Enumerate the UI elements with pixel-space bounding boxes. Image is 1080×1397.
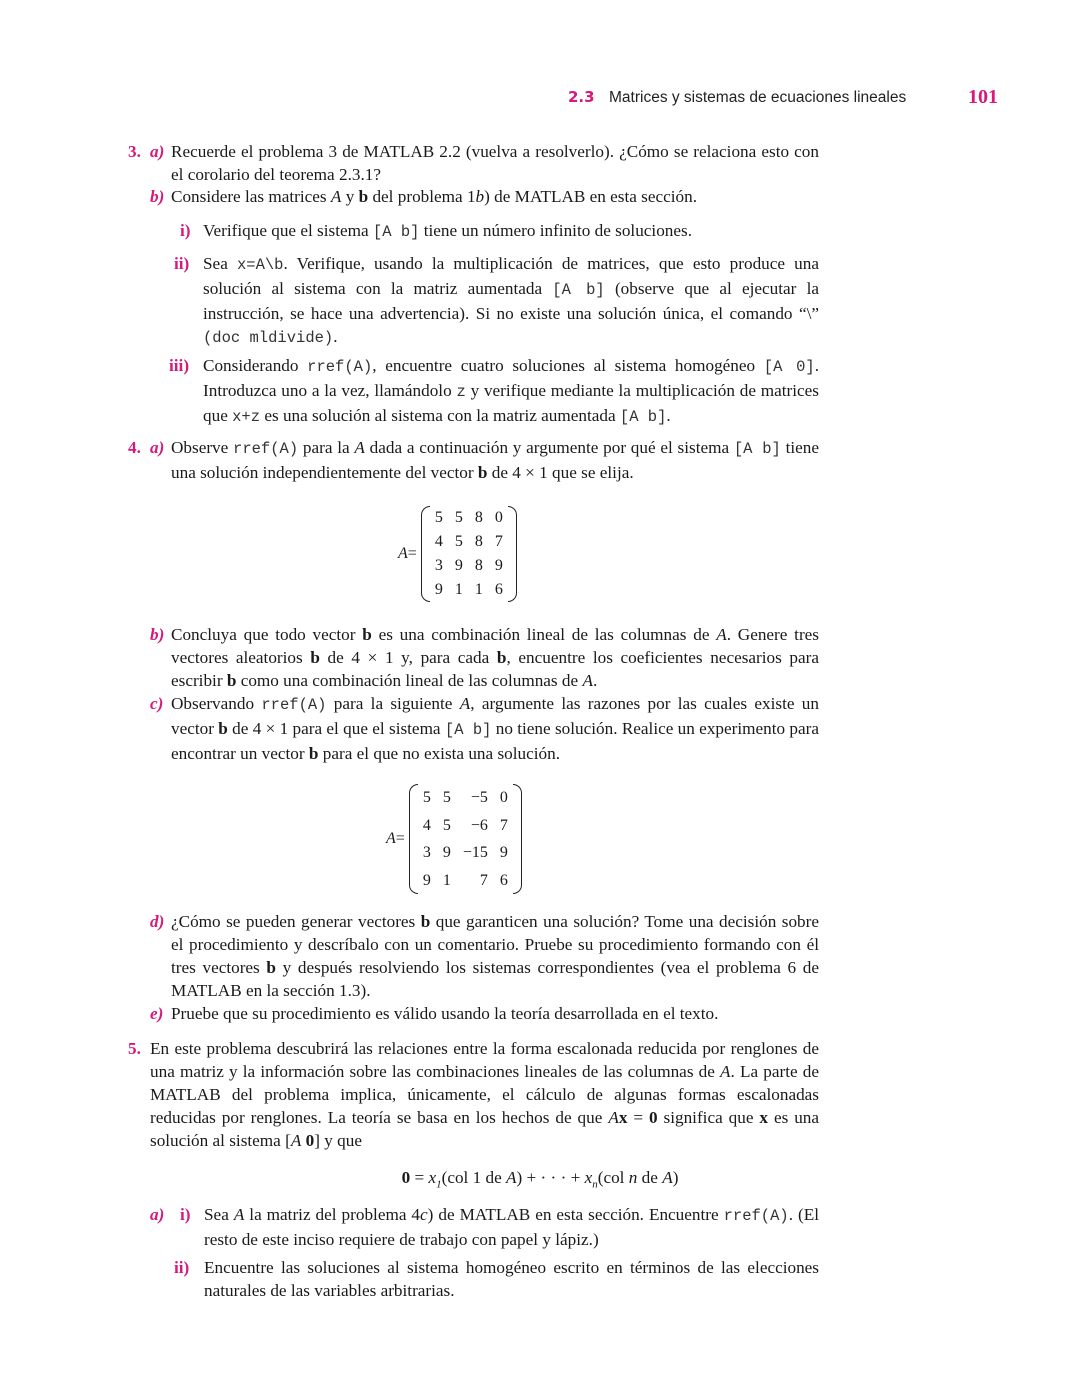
- subscript-run: n: [592, 1178, 598, 1191]
- bold-run: 0: [648, 1108, 658, 1127]
- bold-run: b: [358, 187, 369, 206]
- code-run: [A 0]: [763, 358, 815, 376]
- text-run: de 4 × 1 que se elija.: [487, 463, 634, 482]
- matrix-row: [429, 554, 509, 578]
- matrix-entry: 9: [434, 581, 443, 598]
- text-run: es una solución al sistema con la matriz aumentada: [260, 406, 620, 425]
- matrix-entry: 8: [474, 509, 483, 526]
- matrix-lhs: A=: [386, 830, 405, 848]
- matrix-entry: 6: [499, 871, 508, 889]
- italic-run: A: [233, 1205, 245, 1224]
- subscript-run: 1: [436, 1178, 442, 1191]
- item-a-label: a): [150, 142, 165, 161]
- item-e-label: e): [150, 1004, 164, 1023]
- text-run: Verifique que el sistema: [203, 221, 373, 240]
- matrix-row: [429, 506, 509, 530]
- text-run: ) + · · · +: [516, 1168, 585, 1187]
- text-run: =: [627, 1108, 649, 1127]
- subitem-i-label: i): [180, 221, 191, 240]
- text-run: Recuerde el problema 3 de MATLAB 2.2 (vuelva a resolverlo). ¿Cómo se relaciona esto con el corolario del teorema 2.3.1?: [171, 142, 819, 184]
- text-run: , encuentre cuatro soluciones al sistema homogéneo: [372, 356, 764, 375]
- text-run: de: [637, 1168, 663, 1187]
- code-run: [A b]: [733, 440, 781, 458]
- subitem-iii-label: iii): [169, 356, 190, 375]
- bold-run: 0: [401, 1168, 411, 1187]
- matrix-entry: 9: [499, 844, 508, 861]
- text-run: ) de MATLAB en esta sección. Encuentre: [427, 1205, 724, 1224]
- text-run: la matriz del problema 4: [244, 1205, 421, 1224]
- matrix-entry: 5: [422, 789, 431, 806]
- matrix-entry: 9: [442, 844, 451, 861]
- matrix-lhs: A=: [398, 545, 417, 562]
- problem-5-intro: [150, 1037, 819, 1152]
- text-run: Observe: [171, 438, 234, 457]
- bold-run: b: [420, 912, 431, 931]
- text-run: dada a continuación y argumente por qué el sistema: [364, 438, 734, 457]
- text-run: Sea: [203, 254, 237, 273]
- italic-run: A: [662, 1168, 673, 1187]
- text-run: . La parte de MATLAB del problema implica, únicamente, el cálculo de algunas formas escalonadas reducidas por renglones. La teoría se basa en los hechos de que: [150, 1062, 820, 1127]
- matrix-entry: 3: [422, 844, 431, 861]
- code-run: [A b]: [444, 721, 492, 739]
- text-run: , argumente las razones por las cuales existe un vector: [171, 694, 819, 738]
- matrix-entry: 0: [494, 509, 503, 526]
- matrix-entry: −5: [470, 789, 488, 806]
- matrix-entry: 5: [442, 789, 451, 806]
- text-run: Observando: [171, 694, 262, 713]
- item-a-label: a): [150, 1205, 165, 1224]
- matrix-entry: 0: [499, 789, 508, 806]
- text-run: de 4 × 1 y, para cada: [319, 648, 497, 667]
- text-run: como una combinación lineal de las columnas de: [236, 671, 583, 690]
- item-b-label: b): [150, 625, 165, 644]
- problem-4d-text: [171, 910, 819, 1002]
- matrix-entry: 8: [474, 533, 483, 550]
- code-run: rref(A): [233, 440, 299, 458]
- matrix-entry: 5: [434, 509, 443, 526]
- text-run: .: [592, 671, 598, 690]
- italic-run: A: [459, 694, 471, 713]
- bold-run: b: [496, 648, 507, 667]
- matrix-entry: 7: [499, 816, 508, 834]
- code-run: rref(A): [307, 358, 373, 376]
- text-run: =: [410, 1168, 429, 1187]
- text-run: Considere las matrices: [171, 187, 331, 206]
- text-run: .: [333, 327, 338, 346]
- text-run: para el que no exista una solución.: [318, 744, 560, 763]
- bold-run: 0: [305, 1131, 315, 1150]
- problem-5a-i-text: [204, 1203, 819, 1251]
- matrix-a-2: [386, 784, 522, 894]
- matrix-row: [429, 578, 509, 602]
- matrix-entry: 5: [454, 533, 463, 550]
- text-run: .: [666, 406, 671, 425]
- italic-run: A: [582, 671, 593, 690]
- item-d-label: d): [150, 912, 165, 931]
- text-run: y: [341, 187, 359, 206]
- text-run: ¿Cómo se pueden generar vectores: [171, 912, 421, 931]
- text-run: ) de MATLAB en esta sección.: [484, 187, 698, 206]
- italic-run: A: [330, 187, 342, 206]
- text-run: es una solución al sistema [: [150, 1108, 820, 1150]
- problem-3b-ii-text: [203, 252, 819, 350]
- matrix-entry: 4: [434, 533, 443, 550]
- item-b-label: b): [150, 187, 165, 206]
- bold-run: b: [266, 958, 276, 977]
- page-number: 101: [968, 86, 998, 108]
- text-run: . (El resto de este inciso requiere de trabajo con papel y lápiz.): [204, 1205, 819, 1249]
- code-run: rref(A): [723, 1207, 789, 1225]
- subitem-ii-label: ii): [174, 254, 190, 273]
- text-run: es una combinación lineal de las columnas de: [371, 625, 717, 644]
- bold-run: b: [362, 625, 372, 644]
- problem-4a-text: [171, 436, 819, 484]
- italic-run: A: [354, 438, 365, 457]
- text-run: Considerando: [203, 356, 308, 375]
- text-run: , encuentre los coeficientes necesarios para escribir: [171, 648, 820, 690]
- italic-run: c: [420, 1205, 428, 1224]
- code-run: z: [456, 383, 466, 401]
- italic-run: x: [584, 1168, 593, 1187]
- matrix-entry: 3: [434, 557, 443, 574]
- text-run: del problema 1: [368, 187, 476, 206]
- problem-3a-text: [171, 140, 819, 186]
- matrix-entry: 1: [442, 871, 451, 889]
- bold-run: b: [310, 648, 320, 667]
- text-run: Concluya que todo vector: [171, 625, 363, 644]
- text-run: y verifique mediante la multiplicación de matrices que: [203, 381, 819, 425]
- problem-5-number: 5.: [128, 1039, 141, 1058]
- matrix-body: [421, 506, 517, 602]
- problem-4b-text: [171, 623, 819, 692]
- text-run: y después resolviendo los sistemas correspondientes (vea el problema 6 de MATLAB en la sección 1.3).: [171, 958, 820, 1000]
- text-run: (observe que al ejecutar la instrucción, se hace una advertencia). Si no existe una solución única, el comando “\”: [203, 279, 820, 323]
- problem-4-number: 4.: [128, 438, 141, 457]
- italic-run: A: [290, 1131, 302, 1150]
- italic-run: A: [506, 1168, 517, 1187]
- subitem-i-label: i): [180, 1205, 191, 1224]
- section-number: 2.3: [568, 88, 595, 106]
- item-c-label: c): [150, 694, 164, 713]
- code-run: x=A\b: [236, 256, 284, 274]
- text-run: tiene un número infinito de soluciones.: [419, 221, 692, 240]
- text-run: . Genere tres vectores aleatorios: [171, 625, 819, 667]
- italic-run: n: [628, 1168, 638, 1187]
- matrix-row: [429, 530, 509, 554]
- text-run: . Introduzca uno a la vez, llamándolo: [203, 356, 819, 400]
- matrix-entry: 4: [422, 816, 431, 834]
- matrix-entry: 9: [422, 871, 431, 889]
- text-run: (col 1 de: [441, 1168, 507, 1187]
- code-run: rref(A): [261, 696, 327, 714]
- problem-4e-text: [171, 1002, 819, 1025]
- text-run: (col: [597, 1168, 629, 1187]
- text-run: Pruebe que su procedimiento es válido usando la teoría desarrollada en el texto.: [171, 1004, 719, 1023]
- bold-run: x: [759, 1108, 768, 1127]
- text-run: En este problema descubrirá las relaciones entre la forma escalonada reducida por renglones de una matriz y la información sobre las combinaciones lineales de las columnas de: [150, 1039, 819, 1081]
- matrix-entry: 7: [479, 871, 488, 889]
- text-run: no tiene solución. Realice un experimento para encontrar un vector: [171, 719, 819, 763]
- code-run: (doc mldivide): [203, 329, 334, 347]
- problem-4c-text: [171, 692, 819, 765]
- code-run: x+z: [232, 408, 261, 426]
- bold-run: b: [218, 719, 228, 738]
- text-run: de 4 × 1 para el que el sistema: [227, 719, 445, 738]
- italic-run: A: [608, 1108, 619, 1127]
- matrix-row: [417, 812, 514, 840]
- matrix-row: [417, 839, 514, 867]
- problem-3-number: 3.: [128, 142, 141, 161]
- item-a-label: a): [150, 438, 165, 457]
- matrix-body: [409, 784, 522, 894]
- matrix-entry: −15: [462, 844, 488, 861]
- matrix-entry: 1: [474, 581, 483, 598]
- code-run: [A b]: [552, 281, 605, 299]
- linear-combination-equation: [0, 1166, 1080, 1196]
- problem-3b-i-text: [203, 219, 819, 244]
- matrix-entry: 5: [454, 509, 463, 526]
- problem-3b-iii-text: [203, 354, 819, 429]
- text-run: Encuentre las soluciones al sistema homogéneo escrito en términos de las elecciones naturales de las variables arbitrarias.: [204, 1258, 819, 1300]
- matrix-row: [417, 867, 514, 895]
- text-run: ] y que: [314, 1131, 362, 1150]
- problem-5a-ii-text: [204, 1256, 819, 1302]
- italic-run: A: [716, 625, 727, 644]
- problem-3b-text: [171, 185, 819, 208]
- text-run: para la: [298, 438, 355, 457]
- italic-run: A: [720, 1062, 731, 1081]
- matrix-entry: 9: [454, 557, 463, 574]
- bold-run: b: [226, 671, 237, 690]
- matrix-entry: 8: [474, 557, 483, 574]
- matrix-entry: 1: [454, 581, 463, 598]
- code-run: [A b]: [372, 223, 420, 241]
- code-run: [A b]: [619, 408, 667, 426]
- subitem-ii-label: ii): [174, 1258, 190, 1277]
- bold-run: b: [308, 744, 319, 763]
- text-run: para la siguiente: [326, 694, 460, 713]
- matrix-row: [417, 784, 514, 812]
- matrix-a-1: [398, 506, 517, 602]
- text-run: que garanticen una solución? Tome una decisión sobre el procedimiento y descríbalo con un comentario. Pruebe su procedimiento formando con él tres vectores: [171, 912, 819, 977]
- italic-run: b: [475, 187, 485, 206]
- bold-run: x: [618, 1108, 628, 1127]
- matrix-entry: 5: [442, 816, 451, 834]
- text-run: significa que: [657, 1108, 760, 1127]
- matrix-entry: 9: [494, 557, 503, 574]
- matrix-entry: −6: [470, 816, 488, 834]
- matrix-entry: 6: [494, 581, 503, 598]
- text-run: tiene una solución independientemente del vector: [171, 438, 819, 482]
- text-run: ): [672, 1168, 679, 1187]
- matrix-entry: 7: [494, 533, 503, 550]
- text-run: . Verifique, usando la multiplicación de matrices, que esto produce una solución al sistema con la matriz aumentada: [203, 254, 819, 298]
- italic-run: x: [428, 1168, 437, 1187]
- bold-run: b: [477, 463, 488, 482]
- text-run: Sea: [204, 1205, 234, 1224]
- running-header-title: Matrices y sistemas de ecuaciones lineales: [609, 89, 907, 106]
